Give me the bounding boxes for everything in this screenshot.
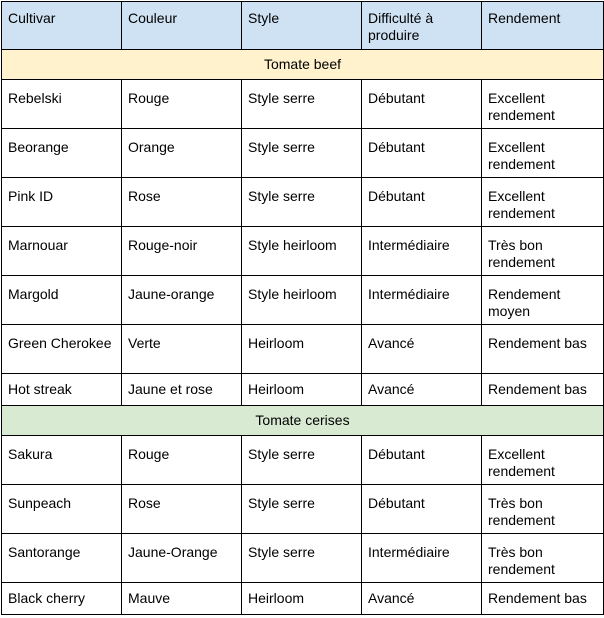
cell-couleur: Verte [122, 325, 242, 374]
cell-rendement: Excellent rendement [482, 80, 604, 129]
header-cell-cultivar: Cultivar [2, 2, 122, 50]
header-cell-difficulte: Difficulté à produire [362, 2, 482, 50]
cell-rendement: Très bon rendement [482, 227, 604, 276]
cell-style: Style serre [242, 178, 362, 227]
table-row [2, 534, 604, 583]
cell-difficulte: Débutant [362, 178, 482, 227]
cell-couleur: Jaune-orange [122, 276, 242, 325]
table-row [2, 436, 604, 485]
cell-cultivar: Margold [2, 276, 122, 325]
cell-couleur: Jaune et rose [122, 374, 242, 406]
table-row [2, 583, 604, 615]
table-row [2, 374, 604, 406]
cell-rendement: Excellent rendement [482, 129, 604, 178]
cell-rendement: Très bon rendement [482, 485, 604, 534]
cell-cultivar: Green Cherokee [2, 325, 122, 374]
table-row [2, 178, 604, 227]
cell-difficulte: Intermédiaire [362, 534, 482, 583]
cell-couleur: Jaune-Orange [122, 534, 242, 583]
cell-style: Heirloom [242, 325, 362, 374]
table-row [2, 276, 604, 325]
cell-style: Heirloom [242, 583, 362, 615]
cell-style: Heirloom [242, 374, 362, 406]
cell-couleur: Mauve [122, 583, 242, 615]
cell-cultivar: Rebelski [2, 80, 122, 129]
cell-cultivar: Black cherry [2, 583, 122, 615]
cell-difficulte: Intermédiaire [362, 227, 482, 276]
cell-difficulte: Débutant [362, 129, 482, 178]
cell-difficulte: Débutant [362, 436, 482, 485]
cell-couleur: Rose [122, 178, 242, 227]
cell-rendement: Très bon rendement [482, 534, 604, 583]
cell-couleur: Rouge [122, 436, 242, 485]
cell-rendement: Rendement bas [482, 374, 604, 406]
cell-style: Style heirloom [242, 227, 362, 276]
table-row [2, 129, 604, 178]
cell-cultivar: Marnouar [2, 227, 122, 276]
cell-difficulte: Intermédiaire [362, 276, 482, 325]
section-title: Tomate beef [2, 50, 604, 80]
cell-cultivar: Santorange [2, 534, 122, 583]
cell-rendement: Excellent rendement [482, 178, 604, 227]
cell-couleur: Rouge [122, 80, 242, 129]
cell-cultivar: Sakura [2, 436, 122, 485]
cell-style: Style serre [242, 80, 362, 129]
cell-rendement: Rendement moyen [482, 276, 604, 325]
header-cell-style: Style [242, 2, 362, 50]
section-row-tomate-cerises [2, 406, 604, 436]
cell-difficulte: Avancé [362, 374, 482, 406]
header-row [2, 2, 604, 50]
cell-difficulte: Avancé [362, 583, 482, 615]
cell-style: Style serre [242, 485, 362, 534]
cell-rendement: Rendement bas [482, 325, 604, 374]
cell-cultivar: Sunpeach [2, 485, 122, 534]
cultivar-table [1, 1, 604, 615]
cell-couleur: Orange [122, 129, 242, 178]
table-row [2, 485, 604, 534]
cell-style: Style serre [242, 129, 362, 178]
cell-difficulte: Avancé [362, 325, 482, 374]
table-row [2, 80, 604, 129]
cell-couleur: Rose [122, 485, 242, 534]
cell-difficulte: Débutant [362, 485, 482, 534]
table-row [2, 227, 604, 276]
cell-cultivar: Hot streak [2, 374, 122, 406]
cell-rendement: Rendement bas [482, 583, 604, 615]
table-row [2, 325, 604, 374]
cell-difficulte: Débutant [362, 80, 482, 129]
cell-cultivar: Beorange [2, 129, 122, 178]
cell-cultivar: Pink ID [2, 178, 122, 227]
section-row-tomate-beef [2, 50, 604, 80]
cell-style: Style serre [242, 534, 362, 583]
cell-style: Style serre [242, 436, 362, 485]
cell-rendement: Excellent rendement [482, 436, 604, 485]
cell-couleur: Rouge-noir [122, 227, 242, 276]
section-title: Tomate cerises [2, 406, 604, 436]
cell-style: Style heirloom [242, 276, 362, 325]
header-cell-rendement: Rendement [482, 2, 604, 50]
header-cell-couleur: Couleur [122, 2, 242, 50]
